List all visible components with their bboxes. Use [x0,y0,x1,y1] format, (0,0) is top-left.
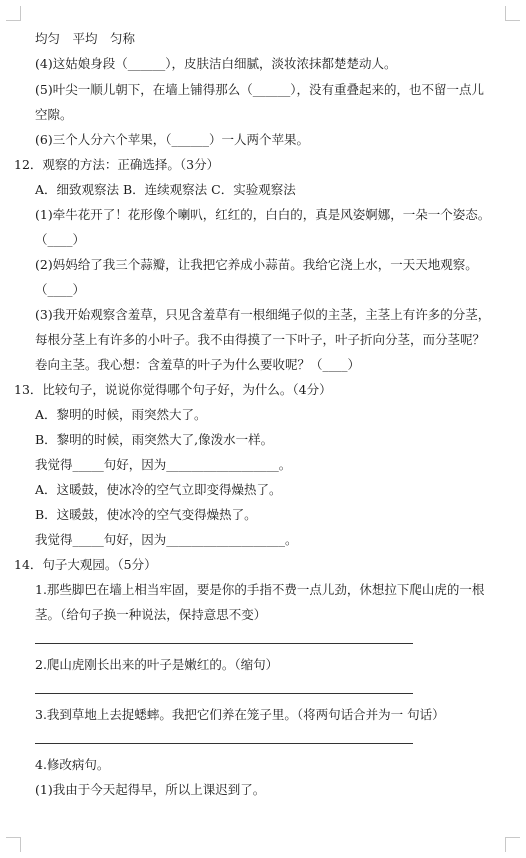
question-12-1: (1)牵牛花开了！花形像个喇叭，红红的，白白的，真是风姿婀娜，一朵一个姿态。 [35,207,491,222]
question-13-1a: A．黎明的时候，雨突然大了。 [35,407,207,422]
crop-mark-bottom-right [505,837,520,852]
question-12-3-line2: 每根分茎上有许多的小叶子。我不由得摸了一下叶子，叶子折向分茎，而分茎呢？ [35,332,486,347]
crop-mark-top-right [505,6,520,21]
question-14-3: 3.我到草地上去捉蟋蟀。我把它们养在笼子里。（将两句话合并为一 句话） [35,707,445,722]
answer-line-14-3[interactable] [35,743,413,744]
crop-mark-bottom-left [6,837,21,852]
question-12-1-answer: （____） [35,232,86,247]
question-12-3-line3: 卷向主茎。我心想：含羞草的叶子为什么要收呢？（____） [35,357,361,372]
question-11-4: (4)这姑娘身段（______），皮肤洁白细腻，淡妆浓抹都楚楚动人。 [35,56,397,71]
word-options: 均匀 平均 匀称 [35,31,136,46]
question-12-2-answer: （____） [35,282,86,297]
question-14-2: 2.爬山虎刚长出来的叶子是嫩红的。（缩句） [35,657,279,672]
question-12-heading: 12．观察的方法：正确选择。（3分） [14,157,220,172]
question-12-2: (2)妈妈给了我三个蒜瓣，让我把它养成小蒜苗。我给它浇上水，一天天地观察。 [35,257,478,272]
question-13-1b: B．黎明的时候，雨突然大了,像泼水一样。 [35,432,274,447]
question-13-2b: B．这暖鼓，使冰冷的空气变得燥热了。 [35,507,257,522]
crop-mark-top-left [6,6,21,21]
question-13-2a: A．这暖鼓，使冰冷的空气立即变得燥热了。 [35,482,282,497]
question-11-5-line1: (5)叶尖一顺儿朝下，在墙上铺得那么（______），没有重叠起来的，也不留一点儿 [35,82,484,97]
question-11-5-line2: 空隙。 [35,107,73,122]
question-14-heading: 14．句子大观园。（5分） [14,557,157,572]
question-14-1-line2: 茎。（给句子换一种说法，保持意思不变） [35,607,267,622]
question-13-heading: 13．比较句子，说说你觉得哪个句子好，为什么。（4分） [14,382,332,397]
question-13-1-answer: 我觉得_____句好，因为__________________。 [35,457,292,472]
question-14-4: 4.修改病句。 [35,757,110,772]
question-14-1-line1: 1.那些脚巴在墙上相当牢固，要是你的手指不费一点儿劲，休想拉下爬山虎的一根 [35,582,485,597]
question-14-4-1: (1)我由于今天起得早，所以上课迟到了。 [35,782,266,797]
question-12-options: A．细致观察法 B．连续观察法 C．实验观察法 [35,182,296,197]
answer-line-14-2[interactable] [35,693,413,694]
answer-line-14-1[interactable] [35,643,413,644]
question-12-3-line1: (3)我开始观察含羞草，只见含羞草有一根细绳子似的主茎，主茎上有许多的分茎， [35,307,491,322]
question-11-6: (6)三个人分六个苹果，（______）一人两个苹果。 [35,132,309,147]
question-13-2-answer: 我觉得_____句好，因为___________________。 [35,532,298,547]
